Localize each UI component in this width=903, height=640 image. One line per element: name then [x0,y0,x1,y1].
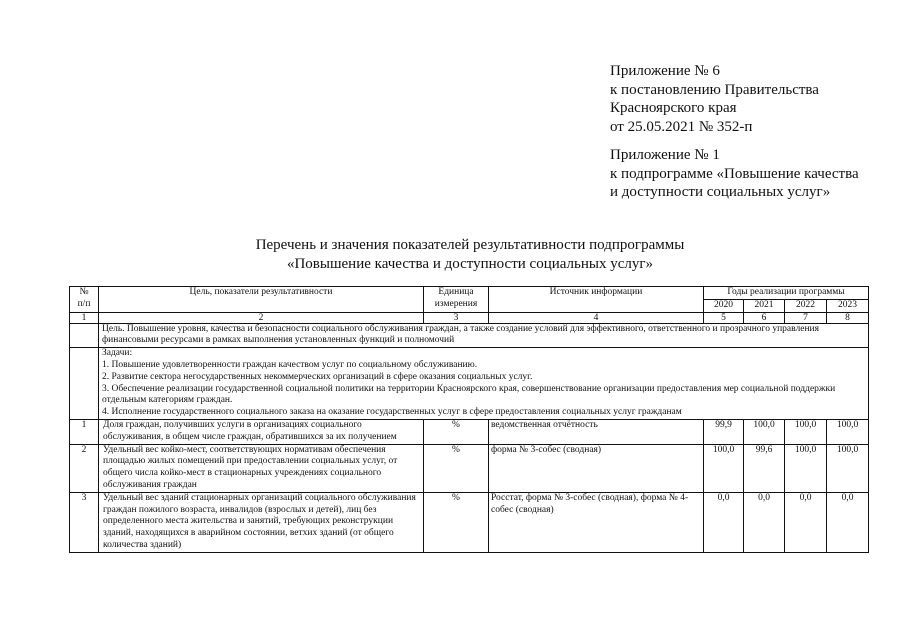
indicator-source: ведомственная отчётность [489,419,704,444]
appendix-6-line: Красноярского края [610,100,737,116]
column-number: 5 [704,312,744,323]
appendix-1-block [610,146,859,202]
value-2020: 99,9 [704,419,744,444]
goal-row [70,323,869,348]
row-number: 3 [70,492,99,552]
value-2020: 0,0 [704,492,744,552]
value-2021: 100,0 [744,419,785,444]
column-number: 7 [785,312,827,323]
title-line: Перечень и значения показателей результативности подпрограммы [255,237,685,253]
indicator-source: Росстат, форма № 3-собес (сводная), форма № 4-собес (сводная) [489,492,704,552]
indicator-unit: % [424,419,489,444]
appendix-1-line: к подпрограмме «Повышение качества [610,165,859,182]
column-number: 6 [744,312,785,323]
table-row [70,419,869,444]
indicator-unit: % [424,492,489,552]
header-unit: Единица измерения [424,287,489,313]
column-number: 2 [99,312,424,323]
column-number: 4 [489,312,704,323]
year-cell: 2022 [785,299,827,312]
task-line: 3. Обеспечение реализации государственной социальной политики на территории Красноярского края, совершенствование организации предоставления мер социальной поддержки отдельным категориям граждан. [102,383,836,406]
indicators-table [69,286,869,553]
column-number: 3 [424,312,489,323]
header-source: Источник информации [489,287,704,313]
appendix-6-line: от 25.05.2021 № 352-п [610,118,753,135]
task-line: Задачи: [102,348,133,359]
column-number-row [70,312,869,323]
table-row [70,444,869,492]
value-2023: 100,0 [827,419,869,444]
value-2022: 100,0 [785,444,827,492]
header-num: № п/п [70,287,99,313]
value-2022: 100,0 [785,419,827,444]
value-2020: 100,0 [704,444,744,492]
indicator-name: Доля граждан, получивших услуги в организациях социального обслуживания, в общем числе граждан, обратившихся за их получением [99,419,424,444]
year-cell: 2021 [744,299,785,312]
year-cell: 2020 [704,299,744,312]
appendix-1-line: и доступности социальных услуг» [610,184,831,200]
indicator-name: Удельный вес зданий стационарных организаций социального обслуживания граждан пожилого возраста, инвалидов (взрослых и детей), лиц без определенного места жительства и занятий, требующих реконструкции зданий, находящихся в аварийном состоянии, ветхих зданий (от общего количества зданий) [99,492,424,552]
tasks-cell [99,348,869,420]
appendix-1-line: Приложение № 1 [610,147,720,163]
indicator-name: Удельный вес койко-мест, соответствующих нормативам обеспечения площадью жилых помещений при предоставлении социальных услуг, от общего числа койко-мест в стационарных учреждениях социального обслуживания граждан [99,444,424,492]
document-title [70,236,870,274]
value-2021: 0,0 [744,492,785,552]
value-2023: 100,0 [827,444,869,492]
header-goal: Цель, показатели результативности [99,287,424,313]
header-years: Годы реализации программы [704,287,869,300]
indicator-source: форма № 3-собес (сводная) [489,444,704,492]
title-line: «Повышение качества и доступности социальных услуг» [286,256,654,272]
table-row [70,492,869,552]
task-line: 2. Развитие сектора негосударственных некоммерческих организаций в сфере оказания социальных услуг. [102,371,533,382]
goal-text: Цель. Повышение уровня, качества и безопасности социального обслуживания граждан, а также создание условий для эффективного, ответственного и прозрачного управления финансовыми ресурсами в рамках выполнения установленных функций и полномочий [99,323,869,348]
appendix-6-line: к постановлению Правительства [610,81,819,98]
appendix-6-line: Приложение № 6 [610,63,720,79]
value-2023: 0,0 [827,492,869,552]
appendix-6-block [610,62,819,136]
row-number: 2 [70,444,99,492]
indicator-unit: % [424,444,489,492]
column-number: 1 [70,312,99,323]
header-row [70,287,869,300]
value-2021: 99,6 [744,444,785,492]
year-cell: 2023 [827,299,869,312]
column-number: 8 [827,312,869,323]
tasks-row [70,348,869,420]
value-2022: 0,0 [785,492,827,552]
task-line: 1. Повышение удовлетворенности граждан качеством услуг по социальному обслуживанию. [102,359,478,370]
task-line: 4. Исполнение государственного социального заказа на оказание государственных услуг в сфере предоставления социальных услуг гражданам [102,407,682,418]
row-number: 1 [70,419,99,444]
